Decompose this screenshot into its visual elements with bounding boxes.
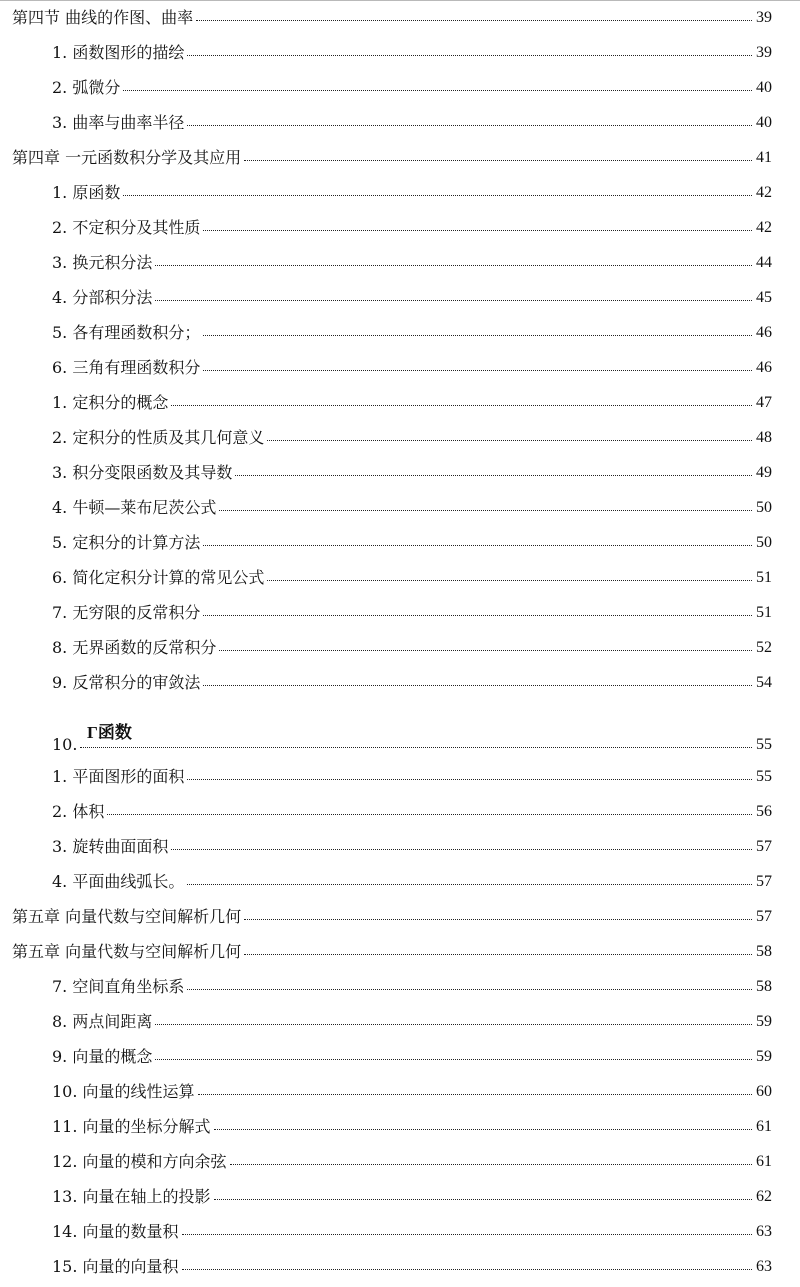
gamma-function-title: Γ函数: [87, 723, 132, 742]
toc-dot-leader: [196, 20, 752, 21]
toc-dot-leader: [187, 779, 752, 780]
toc-dot-leader: [244, 919, 752, 920]
toc-entry-label: 8. 两点间距离: [52, 1012, 153, 1031]
toc-dot-leader: [267, 580, 752, 581]
toc-entry-label: 8. 无界函数的反常积分: [52, 638, 217, 657]
toc-dot-leader: [219, 650, 752, 651]
toc-dot-leader: [267, 440, 752, 441]
toc-entry-page: 50: [756, 534, 772, 551]
toc-entry-page: 46: [756, 359, 772, 376]
toc-entry-page: 47: [756, 394, 772, 411]
toc-dot-leader: [171, 405, 752, 406]
toc-dot-leader: [107, 814, 752, 815]
toc-entry[interactable]: [0, 356, 800, 380]
toc-entry-page: 41: [756, 149, 772, 166]
toc-dot-leader: [203, 230, 752, 231]
toc-entry[interactable]: [0, 1045, 800, 1069]
toc-dot-leader: [203, 335, 752, 336]
toc-entry-page: 42: [756, 184, 772, 201]
toc-dot-leader: [203, 685, 752, 686]
toc-dot-leader: [203, 545, 752, 546]
toc-entry-page: 39: [756, 44, 772, 61]
toc-entry-label: 2. 弧微分: [52, 78, 121, 97]
toc-entry[interactable]: [0, 870, 800, 894]
toc-dot-leader: [244, 160, 752, 161]
toc-dot-leader: [123, 90, 752, 91]
toc-entry-page: 42: [756, 219, 772, 236]
toc-dot-leader: [155, 300, 752, 301]
toc-entry[interactable]: [0, 905, 800, 929]
toc-entry-label: 2. 定积分的性质及其几何意义: [52, 428, 265, 447]
toc-entry-label: 3. 积分变限函数及其导数: [52, 463, 233, 482]
toc-entry[interactable]: [0, 1150, 800, 1174]
toc-entry[interactable]: [0, 461, 800, 485]
toc-entry-label: 12. 向量的模和方向余弦: [52, 1152, 227, 1171]
toc-entry-page: 45: [756, 289, 772, 306]
toc-entry[interactable]: [0, 1115, 800, 1139]
toc-dot-leader: [203, 370, 752, 371]
toc-entry-label: 7. 无穷限的反常积分: [52, 603, 201, 622]
toc-entry[interactable]: [0, 765, 800, 789]
toc-entry-page: 52: [756, 639, 772, 656]
toc-entry-page: 51: [756, 569, 772, 586]
toc-dot-leader: [155, 1024, 752, 1025]
toc-entry[interactable]: [0, 41, 800, 65]
toc-dot-leader: [187, 125, 752, 126]
toc-entry-page: 59: [756, 1048, 772, 1065]
toc-entry-label: 6. 三角有理函数积分: [52, 358, 201, 377]
toc-dot-leader: [155, 1059, 752, 1060]
toc-entry[interactable]: [0, 1255, 800, 1279]
toc-entry[interactable]: [0, 251, 800, 275]
toc-dot-leader: [219, 510, 752, 511]
toc-entry[interactable]: [0, 636, 800, 660]
toc-entry-label: 3. 曲率与曲率半径: [52, 113, 185, 132]
toc-entry-label: 1. 函数图形的描绘: [52, 43, 185, 62]
toc-entry[interactable]: [0, 1010, 800, 1034]
toc-entry[interactable]: [0, 835, 800, 859]
toc-entry[interactable]: [0, 1185, 800, 1209]
toc-entry-label: 9. 向量的概念: [52, 1047, 153, 1066]
toc-entry-page: 44: [756, 254, 772, 271]
toc-dot-leader: [244, 954, 752, 955]
toc-entry-page: 63: [756, 1258, 772, 1275]
toc-entry-page: 40: [756, 79, 772, 96]
toc-entry-page: 62: [756, 1188, 772, 1205]
toc-dot-leader: [198, 1094, 752, 1095]
toc-entry[interactable]: [0, 601, 800, 625]
toc-entry-page: 49: [756, 464, 772, 481]
toc-dot-leader: [171, 849, 752, 850]
toc-entry-page: 50: [756, 499, 772, 516]
toc-entry[interactable]: [0, 111, 800, 135]
toc-dot-leader: [214, 1129, 752, 1130]
toc-entry[interactable]: [0, 286, 800, 310]
toc-entry-label: 3. 换元积分法: [52, 253, 153, 272]
toc-entry[interactable]: [0, 1220, 800, 1244]
toc-entry-page: 55: [756, 768, 772, 785]
toc-entry[interactable]: [0, 6, 800, 30]
toc-entry-label: 5. 各有理函数积分；: [52, 323, 201, 342]
toc-entry-page: 63: [756, 1223, 772, 1240]
toc-entry-page: 61: [756, 1118, 772, 1135]
toc-entry-label: 第五章 向量代数与空间解析几何: [12, 942, 242, 961]
toc-entry[interactable]: [0, 800, 800, 824]
toc-dot-leader: [123, 195, 752, 196]
toc-entry-page: 57: [756, 838, 772, 855]
toc-entry-page: 51: [756, 604, 772, 621]
toc-entry-page: 46: [756, 324, 772, 341]
toc-entry[interactable]: [0, 76, 800, 100]
toc-entry-label: 1. 原函数: [52, 183, 121, 202]
toc-entry-label: 第四节 曲线的作图、曲率: [12, 8, 194, 27]
toc-entry[interactable]: [0, 181, 800, 205]
toc-entry-page: 56: [756, 803, 772, 820]
toc-entry[interactable]: [0, 391, 800, 415]
toc-entry[interactable]: [0, 531, 800, 555]
toc-dot-leader: [182, 1234, 752, 1235]
toc-entry-label: 7. 空间直角坐标系: [52, 977, 185, 996]
toc-entry-label: 1. 定积分的概念: [52, 393, 169, 412]
toc-entry-page: 61: [756, 1153, 772, 1170]
toc-entry-page: 54: [756, 674, 772, 691]
toc-entry-label: 4. 牛顿—莱布尼茨公式: [52, 498, 217, 517]
toc-entry-label: 10.: [52, 735, 78, 754]
toc-dot-leader: [214, 1199, 752, 1200]
toc-entry-label: 15. 向量的向量积: [52, 1257, 179, 1276]
toc-entry[interactable]: [0, 1080, 800, 1104]
toc-dot-leader: [182, 1269, 752, 1270]
toc-entry-label: 10. 向量的线性运算: [52, 1082, 195, 1101]
toc-entry-label: 14. 向量的数量积: [52, 1222, 179, 1241]
toc-dot-leader: [203, 615, 752, 616]
toc-entry-page: 59: [756, 1013, 772, 1030]
toc-entry-label: 1. 平面图形的面积: [52, 767, 185, 786]
toc-entry[interactable]: [0, 671, 800, 695]
toc-entry-label: 4. 分部积分法: [52, 288, 153, 307]
toc-entry[interactable]: [0, 146, 800, 170]
toc-entry-label: 11. 向量的坐标分解式: [52, 1117, 211, 1136]
toc-entry-page: 39: [756, 9, 772, 26]
toc-entry-page: 60: [756, 1083, 772, 1100]
toc-entry[interactable]: [0, 940, 800, 964]
toc-entry-page: 57: [756, 873, 772, 890]
toc-entry-label: 第四章 一元函数积分学及其应用: [12, 148, 242, 167]
toc-dot-leader: [187, 55, 752, 56]
toc-dot-leader: [80, 747, 752, 748]
toc-entry-label: 6. 简化定积分计算的常见公式: [52, 568, 265, 587]
toc-dot-leader: [235, 475, 752, 476]
toc-entry[interactable]: [0, 216, 800, 240]
toc-entry-label: 第五章 向量代数与空间解析几何: [12, 907, 242, 926]
toc-entry-page: 57: [756, 908, 772, 925]
toc-entry[interactable]: [0, 321, 800, 345]
toc-entry-label: 13. 向量在轴上的投影: [52, 1187, 211, 1206]
toc-entry-label: 3. 旋转曲面面积: [52, 837, 169, 856]
top-border-line: [0, 0, 800, 1]
toc-entry[interactable]: [0, 566, 800, 590]
toc-entry[interactable]: [0, 426, 800, 450]
toc-dot-leader: [155, 265, 752, 266]
toc-entry-page: 40: [756, 114, 772, 131]
toc-entry-label: 4. 平面曲线弧长。: [52, 872, 185, 891]
toc-entry-label: 5. 定积分的计算方法: [52, 533, 201, 552]
toc-entry-label: 9. 反常积分的审敛法: [52, 673, 201, 692]
toc-entry-label: 2. 体积: [52, 802, 105, 821]
toc-entry[interactable]: [0, 496, 800, 520]
toc-dot-leader: [187, 989, 752, 990]
toc-entry-label: 2. 不定积分及其性质: [52, 218, 201, 237]
toc-entry-page: 58: [756, 943, 772, 960]
toc-entry-page: 58: [756, 978, 772, 995]
toc-entry-page: 55: [756, 736, 772, 753]
toc-dot-leader: [187, 884, 752, 885]
toc-entry-page: 48: [756, 429, 772, 446]
toc-dot-leader: [230, 1164, 752, 1165]
toc-entry[interactable]: [0, 975, 800, 999]
